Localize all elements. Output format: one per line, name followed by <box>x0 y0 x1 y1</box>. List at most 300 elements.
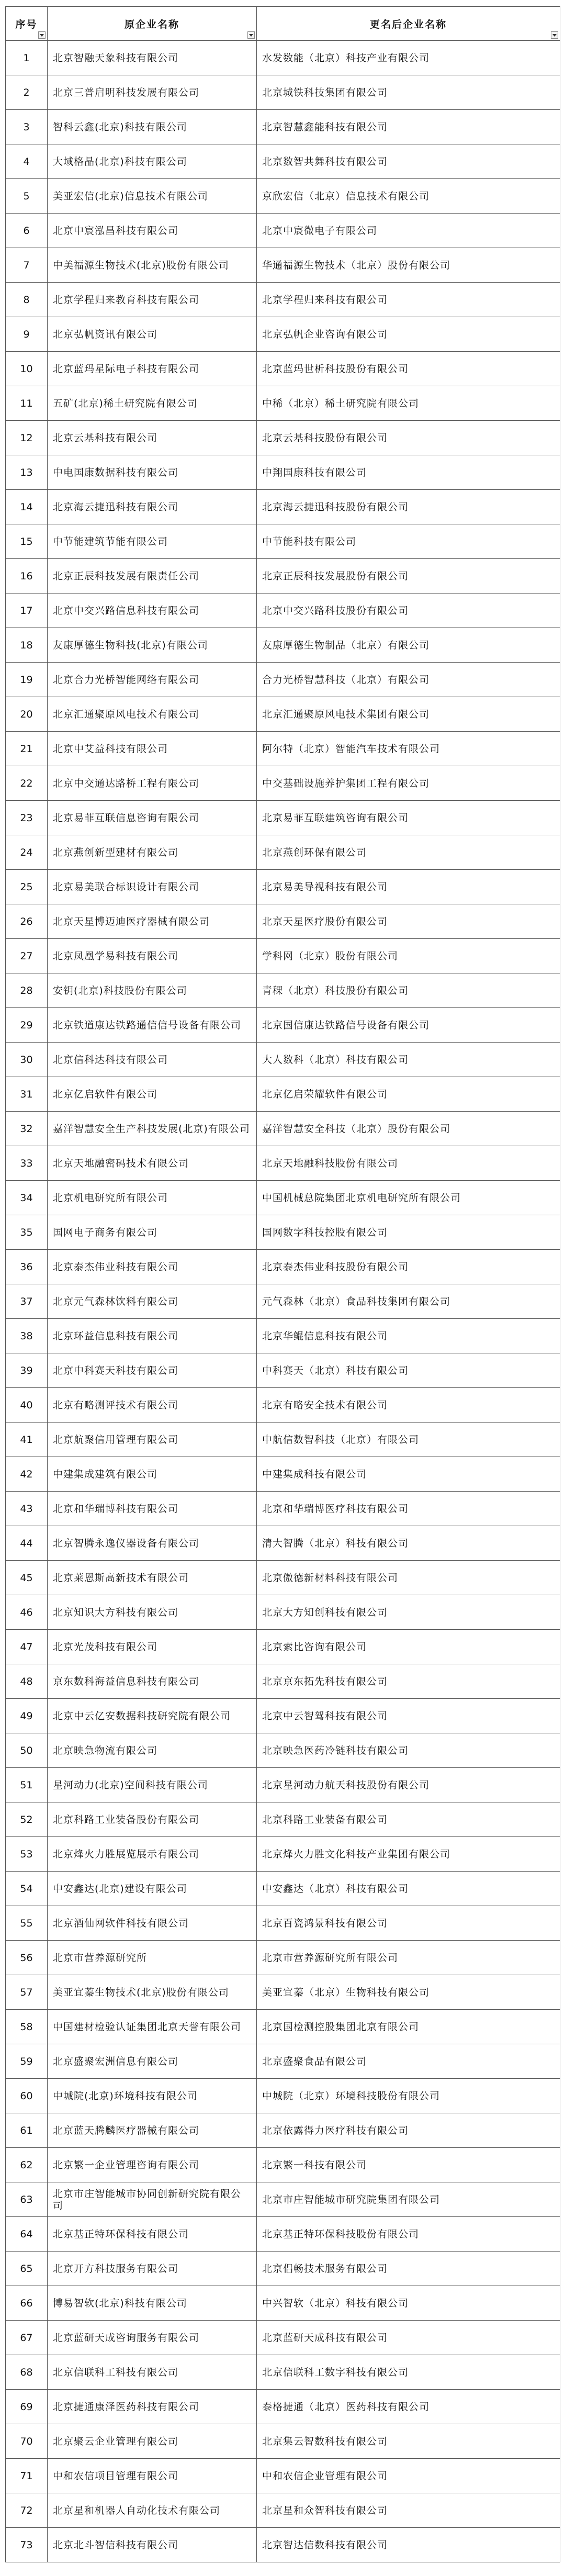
cell-index: 4 <box>6 144 48 179</box>
cell-original-name: 北京汇通聚原风电技术有限公司 <box>48 697 257 732</box>
cell-index: 25 <box>6 870 48 904</box>
cell-index: 12 <box>6 421 48 455</box>
cell-new-name: 北京和华瑞博医疗科技有限公司 <box>257 1492 560 1526</box>
cell-index: 58 <box>6 2010 48 2044</box>
table-row <box>6 628 560 663</box>
table-row <box>6 1181 560 1215</box>
cell-original-name: 北京聚云企业管理有限公司 <box>48 2424 257 2459</box>
cell-index: 45 <box>6 1561 48 1595</box>
cell-index: 67 <box>6 2321 48 2355</box>
cell-original-name: 中节能建筑节能有限公司 <box>48 524 257 559</box>
cell-original-name: 北京市营养源研究所 <box>48 1941 257 1975</box>
cell-original-name: 中美福源生物技术(北京)股份有限公司 <box>48 248 257 283</box>
cell-original-name: 北京泰杰伟业科技有限公司 <box>48 1250 257 1284</box>
table-row <box>6 835 560 870</box>
table-row <box>6 214 560 248</box>
table-row <box>6 1008 560 1043</box>
cell-index: 15 <box>6 524 48 559</box>
cell-original-name: 北京易美联合标识设计有限公司 <box>48 870 257 904</box>
table-row <box>6 1941 560 1975</box>
cell-original-name: 中和农信项目管理有限公司 <box>48 2459 257 2493</box>
cell-index: 37 <box>6 1284 48 1319</box>
cell-new-name: 中交基础设施养护集团工程有限公司 <box>257 766 560 801</box>
table-row <box>6 1388 560 1423</box>
cell-new-name: 北京智慧鑫能科技有限公司 <box>257 110 560 144</box>
table-row <box>6 697 560 732</box>
cell-original-name: 中国建材检验认证集团北京天誉有限公司 <box>48 2010 257 2044</box>
cell-new-name: 北京城铁科技集团有限公司 <box>257 75 560 110</box>
cell-index: 55 <box>6 1906 48 1941</box>
cell-original-name: 北京蓝研天成咨询服务有限公司 <box>48 2321 257 2355</box>
header-original-name <box>48 7 257 41</box>
cell-new-name: 北京弘帆企业咨询有限公司 <box>257 317 560 352</box>
cell-new-name: 学科网（北京）股份有限公司 <box>257 939 560 973</box>
cell-original-name: 北京烽火力胜展览展示有限公司 <box>48 1837 257 1872</box>
cell-original-name: 北京航聚信用管理有限公司 <box>48 1423 257 1457</box>
cell-original-name: 北京易菲互联信息咨询有限公司 <box>48 801 257 835</box>
table-row <box>6 1906 560 1941</box>
cell-original-name: 北京中宸泓昌科技有限公司 <box>48 214 257 248</box>
cell-index: 24 <box>6 835 48 870</box>
cell-new-name: 北京天星医疗股份有限公司 <box>257 904 560 939</box>
table-row <box>6 317 560 352</box>
table-row <box>6 2010 560 2044</box>
table-row <box>6 110 560 144</box>
cell-new-name: 北京盛聚食品有限公司 <box>257 2044 560 2079</box>
cell-new-name: 北京正辰科技发展股份有限公司 <box>257 559 560 593</box>
table-row <box>6 2252 560 2286</box>
cell-original-name: 美亚宏信(北京)信息技术有限公司 <box>48 179 257 214</box>
cell-new-name: 中航信数智科技（北京）有限公司 <box>257 1423 560 1457</box>
cell-new-name: 北京百瓷鸿景科技有限公司 <box>257 1906 560 1941</box>
cell-original-name: 北京信联科工科技有限公司 <box>48 2355 257 2390</box>
cell-original-name: 北京中艾益科技有限公司 <box>48 732 257 766</box>
cell-new-name: 华通福源生物技术（北京）股份有限公司 <box>257 248 560 283</box>
cell-index: 40 <box>6 1388 48 1423</box>
cell-original-name: 星河动力(北京)空间科技有限公司 <box>48 1768 257 1802</box>
cell-original-name: 北京中云亿安数据科技研究院有限公司 <box>48 1699 257 1733</box>
cell-index: 5 <box>6 179 48 214</box>
cell-original-name: 北京智融天象科技有限公司 <box>48 41 257 75</box>
cell-index: 73 <box>6 2528 48 2562</box>
cell-new-name: 大人数科（北京）科技有限公司 <box>257 1043 560 1077</box>
table-row <box>6 1112 560 1146</box>
table-row <box>6 1561 560 1595</box>
cell-index: 36 <box>6 1250 48 1284</box>
cell-original-name: 京东数科海益信息科技有限公司 <box>48 1664 257 1699</box>
cell-new-name: 中稀（北京）稀土研究院有限公司 <box>257 386 560 421</box>
cell-original-name: 北京蓝天腾麟医疗器械有限公司 <box>48 2113 257 2148</box>
table-row <box>6 732 560 766</box>
cell-original-name: 美亚宜蓁生物技术(北京)股份有限公司 <box>48 1975 257 2010</box>
cell-index: 61 <box>6 2113 48 2148</box>
cell-new-name: 中国机械总院集团北京机电研究所有限公司 <box>257 1181 560 1215</box>
cell-new-name: 友康厚德生物制品（北京）有限公司 <box>257 628 560 663</box>
cell-new-name: 北京映急医药冷链科技有限公司 <box>257 1733 560 1768</box>
cell-new-name: 北京烽火力胜文化科技产业集团有限公司 <box>257 1837 560 1872</box>
cell-index: 60 <box>6 2079 48 2113</box>
table-row <box>6 1837 560 1872</box>
filter-dropdown-icon[interactable] <box>38 31 46 39</box>
cell-original-name: 北京中交通达路桥工程有限公司 <box>48 766 257 801</box>
cell-index: 34 <box>6 1181 48 1215</box>
cell-original-name: 友康厚德生物科技(北京)有限公司 <box>48 628 257 663</box>
cell-index: 6 <box>6 214 48 248</box>
cell-index: 14 <box>6 490 48 524</box>
cell-index: 11 <box>6 386 48 421</box>
cell-new-name: 北京亿启荣耀软件有限公司 <box>257 1077 560 1112</box>
cell-new-name: 水发数能（北京）科技产业有限公司 <box>257 41 560 75</box>
cell-new-name: 中建集成科技有限公司 <box>257 1457 560 1492</box>
table-row <box>6 1526 560 1561</box>
table-row <box>6 2079 560 2113</box>
cell-original-name: 北京亿启软件有限公司 <box>48 1077 257 1112</box>
table-row <box>6 1077 560 1112</box>
cell-index: 70 <box>6 2424 48 2459</box>
cell-original-name: 安钥(北京)科技股份有限公司 <box>48 973 257 1008</box>
cell-new-name: 嘉洋智慧安全科技（北京）股份有限公司 <box>257 1112 560 1146</box>
cell-original-name: 北京元气森林饮料有限公司 <box>48 1284 257 1319</box>
table-row <box>6 283 560 317</box>
table-row <box>6 2182 560 2217</box>
cell-new-name: 中城院（北京）环境科技股份有限公司 <box>257 2079 560 2113</box>
cell-original-name: 北京开方科技服务有限公司 <box>48 2252 257 2286</box>
cell-index: 46 <box>6 1595 48 1630</box>
cell-index: 71 <box>6 2459 48 2493</box>
table-row <box>6 1423 560 1457</box>
cell-new-name: 泰格捷通（北京）医药科技有限公司 <box>257 2390 560 2424</box>
cell-index: 39 <box>6 1353 48 1388</box>
table-row <box>6 1457 560 1492</box>
cell-new-name: 北京华鲲信息科技有限公司 <box>257 1319 560 1353</box>
cell-new-name: 北京索比咨询有限公司 <box>257 1630 560 1664</box>
cell-new-name: 京欣宏信（北京）信息技术有限公司 <box>257 179 560 214</box>
cell-index: 32 <box>6 1112 48 1146</box>
cell-index: 49 <box>6 1699 48 1733</box>
cell-original-name: 北京和华瑞博科技有限公司 <box>48 1492 257 1526</box>
cell-index: 13 <box>6 455 48 490</box>
cell-original-name: 北京海云捷迅科技有限公司 <box>48 490 257 524</box>
cell-index: 48 <box>6 1664 48 1699</box>
cell-index: 23 <box>6 801 48 835</box>
cell-index: 69 <box>6 2390 48 2424</box>
cell-new-name: 北京基正特环保科技股份有限公司 <box>257 2217 560 2252</box>
cell-index: 10 <box>6 352 48 386</box>
table-row <box>6 248 560 283</box>
cell-new-name: 北京市庄智能城市研究院集团有限公司 <box>257 2182 560 2217</box>
cell-new-name: 北京泰杰伟业科技股份有限公司 <box>257 1250 560 1284</box>
table-row <box>6 2113 560 2148</box>
table-row <box>6 2355 560 2390</box>
cell-original-name: 北京信科达科技有限公司 <box>48 1043 257 1077</box>
cell-original-name: 北京北斗智信科技有限公司 <box>48 2528 257 2562</box>
cell-new-name: 中和农信企业管理有限公司 <box>257 2459 560 2493</box>
cell-new-name: 北京中宸微电子有限公司 <box>257 214 560 248</box>
cell-index: 59 <box>6 2044 48 2079</box>
cell-index: 22 <box>6 766 48 801</box>
table-row <box>6 179 560 214</box>
cell-new-name: 北京星河动力航天科技股份有限公司 <box>257 1768 560 1802</box>
table-row <box>6 2459 560 2493</box>
cell-original-name: 北京合力光桥智能网络有限公司 <box>48 663 257 697</box>
cell-original-name: 中城院(北京)环境科技有限公司 <box>48 2079 257 2113</box>
cell-index: 20 <box>6 697 48 732</box>
header-new-name-label: 更名后企业名称 <box>369 18 447 30</box>
cell-new-name: 青稞（北京）科技股份有限公司 <box>257 973 560 1008</box>
table-row <box>6 766 560 801</box>
cell-index: 50 <box>6 1733 48 1768</box>
cell-new-name: 阿尔特（北京）智能汽车技术有限公司 <box>257 732 560 766</box>
cell-new-name: 北京蓝玛世析科技股份有限公司 <box>257 352 560 386</box>
cell-original-name: 北京云基科技有限公司 <box>48 421 257 455</box>
cell-index: 38 <box>6 1319 48 1353</box>
header-index-label: 序号 <box>15 18 38 30</box>
cell-new-name: 北京蓝研天成科技有限公司 <box>257 2321 560 2355</box>
cell-index: 19 <box>6 663 48 697</box>
cell-index: 52 <box>6 1802 48 1837</box>
table-row <box>6 75 560 110</box>
cell-index: 31 <box>6 1077 48 1112</box>
cell-index: 54 <box>6 1872 48 1906</box>
table-row <box>6 2286 560 2321</box>
cell-original-name: 中电国康数据科技有限公司 <box>48 455 257 490</box>
cell-index: 33 <box>6 1146 48 1181</box>
table-row <box>6 1250 560 1284</box>
cell-new-name: 北京燕创环保有限公司 <box>257 835 560 870</box>
cell-new-name: 北京智达信数科技有限公司 <box>257 2528 560 2562</box>
cell-index: 7 <box>6 248 48 283</box>
cell-original-name: 北京机电研究所有限公司 <box>48 1181 257 1215</box>
cell-index: 17 <box>6 593 48 628</box>
table-row <box>6 1768 560 1802</box>
table-row <box>6 1699 560 1733</box>
cell-original-name: 北京中交兴路信息科技有限公司 <box>48 593 257 628</box>
cell-original-name: 中安鑫达(北京)建设有限公司 <box>48 1872 257 1906</box>
table-row <box>6 524 560 559</box>
cell-index: 1 <box>6 41 48 75</box>
header-row <box>6 7 560 41</box>
cell-original-name: 北京铁道康达铁路通信信号设备有限公司 <box>48 1008 257 1043</box>
cell-original-name: 北京环益信息科技有限公司 <box>48 1319 257 1353</box>
cell-new-name: 北京中云智驾科技有限公司 <box>257 1699 560 1733</box>
table-row <box>6 1353 560 1388</box>
cell-original-name: 北京莱恩斯高新技术有限公司 <box>48 1561 257 1595</box>
cell-original-name: 中建集成建筑有限公司 <box>48 1457 257 1492</box>
cell-original-name: 北京正辰科技发展有限责任公司 <box>48 559 257 593</box>
table-row <box>6 2528 560 2562</box>
table-row <box>6 593 560 628</box>
table-row <box>6 2148 560 2182</box>
table-row <box>6 2044 560 2079</box>
cell-original-name: 北京中科赛天科技有限公司 <box>48 1353 257 1388</box>
cell-new-name: 北京大方知创科技有限公司 <box>257 1595 560 1630</box>
table-row <box>6 870 560 904</box>
cell-new-name: 中翔国康科技有限公司 <box>257 455 560 490</box>
table-row <box>6 421 560 455</box>
cell-new-name: 北京京东拓先科技有限公司 <box>257 1664 560 1699</box>
table-row <box>6 1284 560 1319</box>
table-row <box>6 1043 560 1077</box>
cell-index: 3 <box>6 110 48 144</box>
cell-original-name: 嘉洋智慧安全生产科技发展(北京)有限公司 <box>48 1112 257 1146</box>
table-row <box>6 386 560 421</box>
table-row <box>6 939 560 973</box>
cell-new-name: 北京云基科技股份有限公司 <box>257 421 560 455</box>
cell-original-name: 博易智软(北京)科技有限公司 <box>48 2286 257 2321</box>
table-row <box>6 1733 560 1768</box>
table-row <box>6 2390 560 2424</box>
cell-original-name: 北京燕创新型建材有限公司 <box>48 835 257 870</box>
cell-index: 8 <box>6 283 48 317</box>
cell-index: 30 <box>6 1043 48 1077</box>
table-row <box>6 801 560 835</box>
cell-original-name: 北京知识大方科技有限公司 <box>48 1595 257 1630</box>
cell-new-name: 美亚宜蓁（北京）生物科技有限公司 <box>257 1975 560 2010</box>
cell-original-name: 北京弘帆资讯有限公司 <box>48 317 257 352</box>
cell-index: 42 <box>6 1457 48 1492</box>
table-row <box>6 559 560 593</box>
table-row <box>6 41 560 75</box>
cell-new-name: 北京依露得力医疗科技有限公司 <box>257 2113 560 2148</box>
cell-original-name: 北京捷通康泽医药科技有限公司 <box>48 2390 257 2424</box>
cell-original-name: 智科云鑫(北京)科技有限公司 <box>48 110 257 144</box>
header-index <box>6 7 48 41</box>
cell-original-name: 北京光茂科技有限公司 <box>48 1630 257 1664</box>
cell-new-name: 北京天地融科技股份有限公司 <box>257 1146 560 1181</box>
cell-original-name: 北京有略测评技术有限公司 <box>48 1388 257 1423</box>
cell-index: 57 <box>6 1975 48 2010</box>
cell-original-name: 北京学程归来教育科技有限公司 <box>48 283 257 317</box>
cell-original-name: 北京星和机器人自动化技术有限公司 <box>48 2493 257 2528</box>
cell-index: 43 <box>6 1492 48 1526</box>
cell-index: 29 <box>6 1008 48 1043</box>
cell-original-name: 北京市庄智能城市协同创新研究院有限公司 <box>48 2182 257 2217</box>
filter-dropdown-icon[interactable] <box>247 31 255 39</box>
cell-original-name: 北京凤凰学易科技有限公司 <box>48 939 257 973</box>
cell-new-name: 北京数智共舞科技有限公司 <box>257 144 560 179</box>
table-row <box>6 1215 560 1250</box>
cell-index: 64 <box>6 2217 48 2252</box>
table-row <box>6 1802 560 1837</box>
table-row <box>6 1492 560 1526</box>
table-row <box>6 663 560 697</box>
cell-original-name: 北京繁一企业管理咨询有限公司 <box>48 2148 257 2182</box>
table-row <box>6 904 560 939</box>
cell-new-name: 中安鑫达（北京）科技有限公司 <box>257 1872 560 1906</box>
cell-new-name: 北京信联科工数字科技有限公司 <box>257 2355 560 2390</box>
cell-index: 27 <box>6 939 48 973</box>
table-row <box>6 2493 560 2528</box>
cell-original-name: 大域格晶(北京)科技有限公司 <box>48 144 257 179</box>
table-row <box>6 2217 560 2252</box>
cell-original-name: 国网电子商务有限公司 <box>48 1215 257 1250</box>
cell-new-name: 北京学程归来科技有限公司 <box>257 283 560 317</box>
cell-index: 18 <box>6 628 48 663</box>
table-row <box>6 2424 560 2459</box>
cell-index: 28 <box>6 973 48 1008</box>
cell-index: 63 <box>6 2182 48 2217</box>
cell-new-name: 北京集云智数科技有限公司 <box>257 2424 560 2459</box>
cell-new-name: 中兴智软（北京）科技有限公司 <box>257 2286 560 2321</box>
cell-new-name: 国网数字科技控股有限公司 <box>257 1215 560 1250</box>
table-row <box>6 1630 560 1664</box>
filter-dropdown-icon[interactable] <box>551 31 558 39</box>
cell-index: 56 <box>6 1941 48 1975</box>
cell-index: 16 <box>6 559 48 593</box>
cell-original-name: 北京天星博迈迪医疗器械有限公司 <box>48 904 257 939</box>
table-row <box>6 1595 560 1630</box>
cell-index: 72 <box>6 2493 48 2528</box>
cell-new-name: 北京市营养源研究所有限公司 <box>257 1941 560 1975</box>
cell-new-name: 元气森林（北京）食品科技集团有限公司 <box>257 1284 560 1319</box>
cell-index: 53 <box>6 1837 48 1872</box>
cell-new-name: 北京中交兴路科技股份有限公司 <box>257 593 560 628</box>
cell-new-name: 北京国信康达铁路信号设备有限公司 <box>257 1008 560 1043</box>
cell-original-name: 北京酒仙网软件科技有限公司 <box>48 1906 257 1941</box>
cell-original-name: 北京蓝玛星际电子科技有限公司 <box>48 352 257 386</box>
table-row <box>6 490 560 524</box>
table-row <box>6 455 560 490</box>
cell-new-name: 北京汇通聚原风电技术集团有限公司 <box>257 697 560 732</box>
table-row <box>6 973 560 1008</box>
cell-original-name: 北京三普启明科技发展有限公司 <box>48 75 257 110</box>
table-row <box>6 2321 560 2355</box>
cell-index: 62 <box>6 2148 48 2182</box>
table-body <box>6 41 560 2562</box>
cell-new-name: 合力光桥智慧科技（北京）有限公司 <box>257 663 560 697</box>
cell-index: 66 <box>6 2286 48 2321</box>
table-row <box>6 1146 560 1181</box>
cell-original-name: 北京天地融密码技术有限公司 <box>48 1146 257 1181</box>
cell-new-name: 北京有略安全技术有限公司 <box>257 1388 560 1423</box>
cell-new-name: 北京傲德新材料科技有限公司 <box>257 1561 560 1595</box>
cell-new-name: 清大智腾（北京）科技有限公司 <box>257 1526 560 1561</box>
cell-index: 35 <box>6 1215 48 1250</box>
table-row <box>6 144 560 179</box>
table-row <box>6 1975 560 2010</box>
cell-index: 65 <box>6 2252 48 2286</box>
cell-new-name: 北京繁一科技有限公司 <box>257 2148 560 2182</box>
cell-original-name: 五矿(北京)稀土研究院有限公司 <box>48 386 257 421</box>
table-row <box>6 1319 560 1353</box>
table-row <box>6 1664 560 1699</box>
cell-original-name: 北京智腾永逸仪器设备有限公司 <box>48 1526 257 1561</box>
table-row <box>6 1872 560 1906</box>
header-original-name-label: 原企业名称 <box>124 18 179 30</box>
cell-index: 26 <box>6 904 48 939</box>
cell-index: 41 <box>6 1423 48 1457</box>
cell-original-name: 北京科路工业装备股份有限公司 <box>48 1802 257 1837</box>
cell-new-name: 北京侣畅技术服务有限公司 <box>257 2252 560 2286</box>
cell-index: 21 <box>6 732 48 766</box>
header-new-name <box>257 7 560 41</box>
cell-new-name: 北京易菲互联建筑咨询有限公司 <box>257 801 560 835</box>
cell-new-name: 中科赛天（北京）科技有限公司 <box>257 1353 560 1388</box>
cell-index: 47 <box>6 1630 48 1664</box>
cell-index: 9 <box>6 317 48 352</box>
cell-new-name: 北京星和众智科技有限公司 <box>257 2493 560 2528</box>
cell-index: 68 <box>6 2355 48 2390</box>
cell-original-name: 北京盛聚宏洲信息有限公司 <box>48 2044 257 2079</box>
table-row <box>6 352 560 386</box>
cell-new-name: 中节能科技有限公司 <box>257 524 560 559</box>
cell-index: 44 <box>6 1526 48 1561</box>
cell-new-name: 北京科路工业装备有限公司 <box>257 1802 560 1837</box>
cell-new-name: 北京国检测控股集团北京有限公司 <box>257 2010 560 2044</box>
cell-new-name: 北京海云捷迅科技股份有限公司 <box>257 490 560 524</box>
cell-original-name: 北京基正特环保科技有限公司 <box>48 2217 257 2252</box>
rename-table <box>5 6 560 2562</box>
